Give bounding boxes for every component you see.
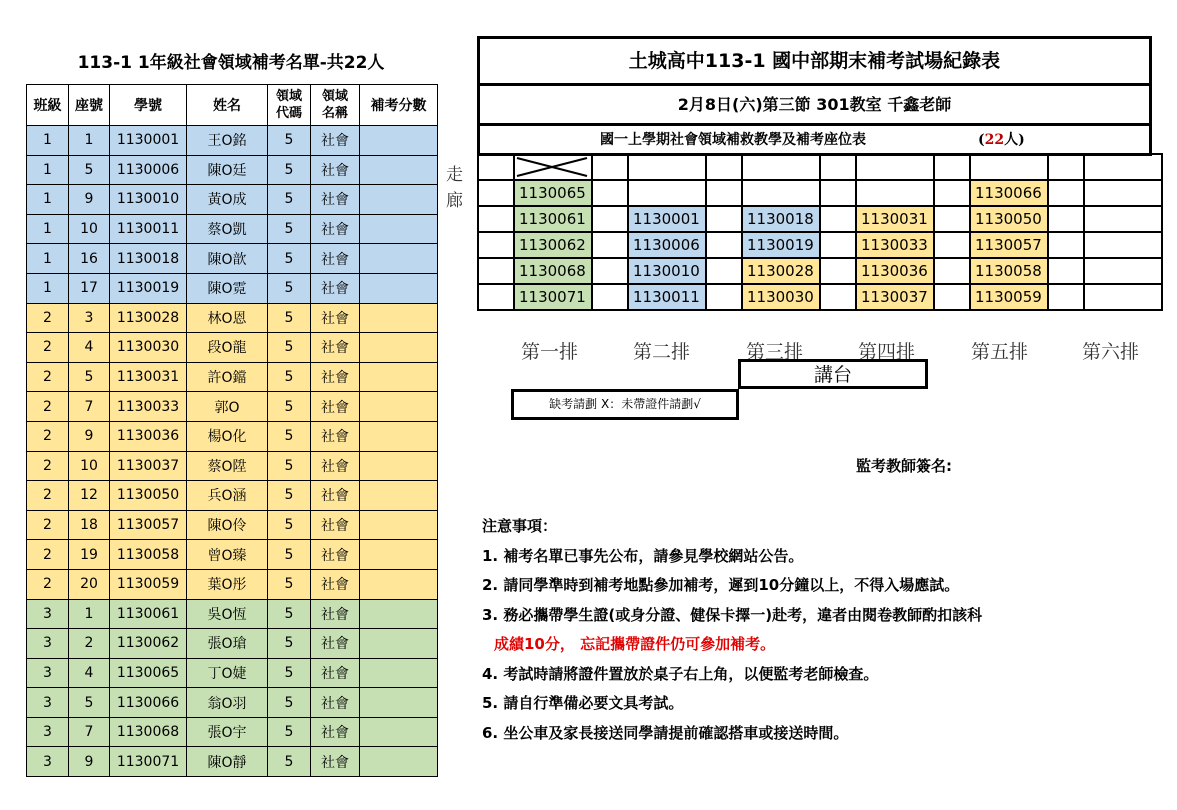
cell-seat: 17 <box>69 273 110 303</box>
cell-seat: 19 <box>69 540 110 570</box>
aisle-cell <box>820 258 856 284</box>
aisle-cell <box>1048 206 1084 232</box>
notes-heading: 注意事項： <box>482 517 558 535</box>
podium: 講台 <box>738 359 928 389</box>
cell-student-id: 1130037 <box>110 451 187 481</box>
aisle-cell <box>820 284 856 310</box>
aisle-cell <box>706 258 742 284</box>
cell-score <box>360 629 438 659</box>
seat-count: (22人) <box>978 132 1025 148</box>
aisle-cell <box>706 180 742 206</box>
cell-score <box>360 126 438 156</box>
cell-class: 3 <box>27 599 69 629</box>
cell-name: 陳O霓 <box>187 273 268 303</box>
seat-chart-label: 國一上學期社會領域補救教學及補考座位表 <box>600 132 866 148</box>
cell-domain-name: 社會 <box>311 688 360 718</box>
cell-name: 郭O <box>187 392 268 422</box>
cell-name: 蔡O陞 <box>187 451 268 481</box>
cell-seat: 9 <box>69 747 110 777</box>
table-row <box>27 421 438 451</box>
seat-row <box>478 258 1162 284</box>
cell-domain-name: 社會 <box>311 658 360 688</box>
seat-cell: 1130010 <box>628 258 706 284</box>
empty-seat-cell <box>1084 180 1162 206</box>
cell-domain-name: 社會 <box>311 185 360 215</box>
cell-score <box>360 599 438 629</box>
cell-domain-name: 社會 <box>311 421 360 451</box>
aisle-cell <box>934 154 970 180</box>
cell-class: 2 <box>27 333 69 363</box>
aisle-cell <box>934 180 970 206</box>
cell-seat: 7 <box>69 392 110 422</box>
table-row <box>27 688 438 718</box>
roster-table <box>26 84 438 777</box>
cell-domain-name: 社會 <box>311 155 360 185</box>
table-row <box>27 244 438 274</box>
cell-domain-code: 5 <box>268 629 311 659</box>
aisle-cell <box>934 232 970 258</box>
cell-name: 張O瑲 <box>187 629 268 659</box>
cell-name: 王O銘 <box>187 126 268 156</box>
cell-domain-code: 5 <box>268 392 311 422</box>
cell-class: 1 <box>27 273 69 303</box>
seat-cell: 1130037 <box>856 284 934 310</box>
col-domain-code: 領域 代碼 <box>268 85 311 126</box>
notes <box>482 512 982 748</box>
cell-student-id: 1130036 <box>110 421 187 451</box>
cell-domain-code: 5 <box>268 244 311 274</box>
table-row <box>27 303 438 333</box>
aisle-cell <box>592 258 628 284</box>
seat-cell: 1130071 <box>514 284 592 310</box>
row-label: 第二排 <box>633 341 691 363</box>
empty-seat-cell <box>742 154 820 180</box>
aisle-cell <box>592 284 628 310</box>
empty-seat-cell <box>628 180 706 206</box>
row-label: 第五排 <box>971 341 1029 363</box>
empty-seat-cell <box>628 154 706 180</box>
cell-domain-code: 5 <box>268 658 311 688</box>
cell-score <box>360 658 438 688</box>
note-warning: 成績10分， 忘記攜帶證件仍可參加補考。 <box>494 635 776 653</box>
seat-cell: 1130057 <box>970 232 1048 258</box>
empty-seat-cell <box>1084 258 1162 284</box>
cell-student-id: 1130068 <box>110 717 187 747</box>
cell-student-id: 1130011 <box>110 214 187 244</box>
table-row <box>27 599 438 629</box>
note-item: 3. 務必攜帶學生證(或身分證、健保卡擇一)赴考，違者由閱卷教師酌扣該科 <box>482 605 983 624</box>
seat-cell: 1130058 <box>970 258 1048 284</box>
note-item: 6. 坐公車及家長接送同學請提前確認搭車或接送時間。 <box>482 723 849 742</box>
cell-student-id: 1130033 <box>110 392 187 422</box>
cell-student-id: 1130071 <box>110 747 187 777</box>
col-score: 補考分數 <box>360 85 438 126</box>
cell-domain-code: 5 <box>268 599 311 629</box>
cell-score <box>360 214 438 244</box>
cell-score <box>360 273 438 303</box>
col-class: 班級 <box>27 85 69 126</box>
table-row <box>27 155 438 185</box>
cell-class: 2 <box>27 451 69 481</box>
cell-name: 陳O廷 <box>187 155 268 185</box>
note-item: 2. 請同學準時到補考地點參加補考，遲到10分鐘以上，不得入場應試。 <box>482 576 960 594</box>
seat-count-number: 22 <box>984 132 1005 148</box>
aisle-cell <box>820 232 856 258</box>
aisle-cell <box>478 232 514 258</box>
cell-class: 3 <box>27 629 69 659</box>
cell-domain-name: 社會 <box>311 273 360 303</box>
cell-seat: 2 <box>69 629 110 659</box>
cell-score <box>360 392 438 422</box>
cell-name: 許O鐺 <box>187 362 268 392</box>
cell-domain-code: 5 <box>268 569 311 599</box>
roster-title: 113-1 1年級社會領域補考名單-共22人 <box>77 53 385 73</box>
aisle-cell <box>934 258 970 284</box>
empty-seat-cell <box>970 154 1048 180</box>
cell-domain-code: 5 <box>268 126 311 156</box>
col-seat: 座號 <box>69 85 110 126</box>
table-row <box>27 333 438 363</box>
proctor-signature-label: 監考教師簽名: <box>856 457 952 475</box>
cell-student-id: 1130065 <box>110 658 187 688</box>
seat-cell: 1130030 <box>742 284 820 310</box>
cell-student-id: 1130057 <box>110 510 187 540</box>
cell-score <box>360 362 438 392</box>
cell-domain-name: 社會 <box>311 451 360 481</box>
seat-cell: 1130031 <box>856 206 934 232</box>
cell-name: 段O龍 <box>187 333 268 363</box>
cell-score <box>360 510 438 540</box>
cell-student-id: 1130019 <box>110 273 187 303</box>
cell-student-id: 1130059 <box>110 569 187 599</box>
cell-seat: 3 <box>69 303 110 333</box>
cell-name: 丁O婕 <box>187 658 268 688</box>
cell-name: 張O宇 <box>187 717 268 747</box>
cell-domain-code: 5 <box>268 362 311 392</box>
cell-domain-name: 社會 <box>311 303 360 333</box>
table-row <box>27 717 438 747</box>
cell-class: 2 <box>27 569 69 599</box>
note-item: 1. 補考名單已事先公布，請參見學校網站公告。 <box>482 546 804 565</box>
seat-row <box>478 206 1162 232</box>
cell-seat: 20 <box>69 569 110 599</box>
cell-seat: 5 <box>69 155 110 185</box>
aisle-cell <box>592 206 628 232</box>
seat-cell: 1130001 <box>628 206 706 232</box>
cell-domain-name: 社會 <box>311 214 360 244</box>
empty-seat-cell <box>1084 232 1162 258</box>
aisle-cell <box>478 258 514 284</box>
table-row <box>27 362 438 392</box>
table-row <box>27 481 438 511</box>
cell-domain-name: 社會 <box>311 510 360 540</box>
cell-seat: 7 <box>69 717 110 747</box>
cell-name: 黃O成 <box>187 185 268 215</box>
cell-score <box>360 540 438 570</box>
aisle-cell <box>706 206 742 232</box>
cell-seat: 5 <box>69 362 110 392</box>
cell-class: 2 <box>27 510 69 540</box>
cell-name: 陳O歆 <box>187 244 268 274</box>
cell-seat: 4 <box>69 333 110 363</box>
cell-domain-name: 社會 <box>311 599 360 629</box>
seat-cell: 1130068 <box>514 258 592 284</box>
cell-name: 吳O恆 <box>187 599 268 629</box>
cell-domain-code: 5 <box>268 303 311 333</box>
seat-cell: 1130066 <box>970 180 1048 206</box>
record-sheet <box>477 36 1152 156</box>
cell-domain-code: 5 <box>268 747 311 777</box>
seat-cell: 1130061 <box>514 206 592 232</box>
cell-domain-code: 5 <box>268 421 311 451</box>
seat-row <box>478 284 1162 310</box>
cell-score <box>360 688 438 718</box>
cell-score <box>360 303 438 333</box>
seat-cell: 1130006 <box>628 232 706 258</box>
col-domain-name: 領域 名稱 <box>311 85 360 126</box>
aisle-cell <box>478 206 514 232</box>
row-label: 第一排 <box>521 341 579 363</box>
table-row <box>27 569 438 599</box>
seat-cell: 1130065 <box>514 180 592 206</box>
cell-class: 1 <box>27 244 69 274</box>
cell-score <box>360 244 438 274</box>
cell-domain-name: 社會 <box>311 392 360 422</box>
cell-student-id: 1130062 <box>110 629 187 659</box>
legend-box: 缺考請劃 X：未帶證件請劃√ <box>511 389 739 420</box>
aisle-cell <box>1048 258 1084 284</box>
aisle-cell <box>820 180 856 206</box>
cell-student-id: 1130018 <box>110 244 187 274</box>
cell-class: 2 <box>27 362 69 392</box>
roster-header-row <box>27 85 438 126</box>
cell-domain-name: 社會 <box>311 333 360 363</box>
seat-row <box>478 232 1162 258</box>
cell-domain-name: 社會 <box>311 481 360 511</box>
sheet-title: 土城高中113-1 國中部期末補考試場紀錄表 <box>480 39 1149 86</box>
cell-score <box>360 481 438 511</box>
aisle-cell <box>706 154 742 180</box>
cell-student-id: 1130030 <box>110 333 187 363</box>
cell-student-id: 1130058 <box>110 540 187 570</box>
cell-student-id: 1130006 <box>110 155 187 185</box>
cell-seat: 12 <box>69 481 110 511</box>
aisle-cell <box>478 284 514 310</box>
table-row <box>27 629 438 659</box>
table-row <box>27 658 438 688</box>
cell-domain-name: 社會 <box>311 540 360 570</box>
cell-seat: 9 <box>69 421 110 451</box>
cross-icon <box>515 156 589 178</box>
cell-class: 2 <box>27 392 69 422</box>
table-row <box>27 451 438 481</box>
cell-student-id: 1130010 <box>110 185 187 215</box>
aisle-cell <box>478 154 514 180</box>
cell-name: 兵O涵 <box>187 481 268 511</box>
cell-seat: 18 <box>69 510 110 540</box>
table-row <box>27 126 438 156</box>
cell-student-id: 1130028 <box>110 303 187 333</box>
cell-name: 葉O彤 <box>187 569 268 599</box>
cell-class: 2 <box>27 303 69 333</box>
cell-domain-name: 社會 <box>311 569 360 599</box>
aisle-cell <box>820 206 856 232</box>
cell-seat: 1 <box>69 599 110 629</box>
cell-class: 2 <box>27 421 69 451</box>
seat-cell: 1130062 <box>514 232 592 258</box>
cell-score <box>360 421 438 451</box>
cell-class: 1 <box>27 185 69 215</box>
cell-seat: 9 <box>69 185 110 215</box>
cell-domain-name: 社會 <box>311 747 360 777</box>
cell-seat: 16 <box>69 244 110 274</box>
cell-student-id: 1130061 <box>110 599 187 629</box>
cell-class: 1 <box>27 214 69 244</box>
cell-score <box>360 717 438 747</box>
cell-domain-code: 5 <box>268 155 311 185</box>
note-item: 4. 考試時請將證件置放於桌子右上角，以便監考老師檢查。 <box>482 664 879 683</box>
cell-class: 3 <box>27 747 69 777</box>
cell-score <box>360 333 438 363</box>
seat-cell: 1130033 <box>856 232 934 258</box>
aisle-cell <box>934 206 970 232</box>
cell-domain-name: 社會 <box>311 629 360 659</box>
aisle-cell <box>1048 284 1084 310</box>
cell-seat: 4 <box>69 658 110 688</box>
cell-student-id: 1130031 <box>110 362 187 392</box>
aisle-cell <box>1048 154 1084 180</box>
cell-seat: 10 <box>69 214 110 244</box>
row-label: 第三排 <box>746 341 804 363</box>
cell-name: 翁O羽 <box>187 688 268 718</box>
cell-domain-code: 5 <box>268 214 311 244</box>
cell-domain-code: 5 <box>268 717 311 747</box>
empty-seat-cell <box>856 154 934 180</box>
empty-seat-cell <box>856 180 934 206</box>
cell-score <box>360 155 438 185</box>
seat-cell: 1130019 <box>742 232 820 258</box>
cell-domain-code: 5 <box>268 185 311 215</box>
sheet-subtitle: 2月8日(六)第三節 301教室 千鑫老師 <box>480 86 1149 126</box>
aisle-cell <box>1048 180 1084 206</box>
empty-seat-cell <box>1084 284 1162 310</box>
absent-mark <box>514 154 592 180</box>
seat-cell: 1130059 <box>970 284 1048 310</box>
seat-chart-heading <box>480 126 1149 156</box>
cell-student-id: 1130001 <box>110 126 187 156</box>
empty-seat-cell <box>1084 206 1162 232</box>
aisle-cell <box>1048 232 1084 258</box>
seat-cell: 1130018 <box>742 206 820 232</box>
seat-row <box>478 154 1162 180</box>
cell-name: 楊O化 <box>187 421 268 451</box>
aisle-cell <box>706 284 742 310</box>
cell-domain-name: 社會 <box>311 244 360 274</box>
cell-score <box>360 451 438 481</box>
cell-student-id: 1130050 <box>110 481 187 511</box>
col-student-id: 學號 <box>110 85 187 126</box>
cell-domain-name: 社會 <box>311 717 360 747</box>
cell-class: 3 <box>27 717 69 747</box>
cell-seat: 10 <box>69 451 110 481</box>
aisle-cell <box>592 232 628 258</box>
cell-domain-code: 5 <box>268 540 311 570</box>
cell-seat: 5 <box>69 688 110 718</box>
cell-domain-code: 5 <box>268 510 311 540</box>
aisle-cell <box>820 154 856 180</box>
seat-cell: 1130036 <box>856 258 934 284</box>
corridor-label: 走廊 <box>446 165 463 211</box>
row-label: 第六排 <box>1082 341 1140 363</box>
seat-cell: 1130028 <box>742 258 820 284</box>
cell-seat: 1 <box>69 126 110 156</box>
table-row <box>27 392 438 422</box>
cell-domain-code: 5 <box>268 481 311 511</box>
aisle-cell <box>592 180 628 206</box>
table-row <box>27 540 438 570</box>
col-name: 姓名 <box>187 85 268 126</box>
table-row <box>27 214 438 244</box>
cell-name: 林O恩 <box>187 303 268 333</box>
cell-name: 蔡O凱 <box>187 214 268 244</box>
seat-row <box>478 180 1162 206</box>
cell-class: 3 <box>27 688 69 718</box>
cell-class: 2 <box>27 481 69 511</box>
cell-student-id: 1130066 <box>110 688 187 718</box>
cell-score <box>360 569 438 599</box>
aisle-cell <box>478 180 514 206</box>
aisle-cell <box>706 232 742 258</box>
cell-class: 1 <box>27 155 69 185</box>
cell-domain-name: 社會 <box>311 362 360 392</box>
cell-domain-code: 5 <box>268 273 311 303</box>
cell-domain-code: 5 <box>268 333 311 363</box>
table-row <box>27 510 438 540</box>
table-row <box>27 747 438 777</box>
table-row <box>27 273 438 303</box>
cell-score <box>360 185 438 215</box>
empty-seat-cell <box>742 180 820 206</box>
cell-name: 陳O靜 <box>187 747 268 777</box>
seat-grid <box>477 153 1163 311</box>
empty-seat-cell <box>1084 154 1162 180</box>
cell-score <box>360 747 438 777</box>
row-label: 第四排 <box>858 341 916 363</box>
seat-cell: 1130011 <box>628 284 706 310</box>
cell-domain-code: 5 <box>268 688 311 718</box>
aisle-cell <box>934 284 970 310</box>
cell-class: 2 <box>27 540 69 570</box>
cell-name: 陳O伶 <box>187 510 268 540</box>
cell-name: 曾O臻 <box>187 540 268 570</box>
seat-cell: 1130050 <box>970 206 1048 232</box>
aisle-cell <box>592 154 628 180</box>
cell-class: 3 <box>27 658 69 688</box>
cell-class: 1 <box>27 126 69 156</box>
table-row <box>27 185 438 215</box>
note-item: 5. 請自行準備必要文具考試。 <box>482 694 684 712</box>
cell-domain-name: 社會 <box>311 126 360 156</box>
cell-domain-code: 5 <box>268 451 311 481</box>
